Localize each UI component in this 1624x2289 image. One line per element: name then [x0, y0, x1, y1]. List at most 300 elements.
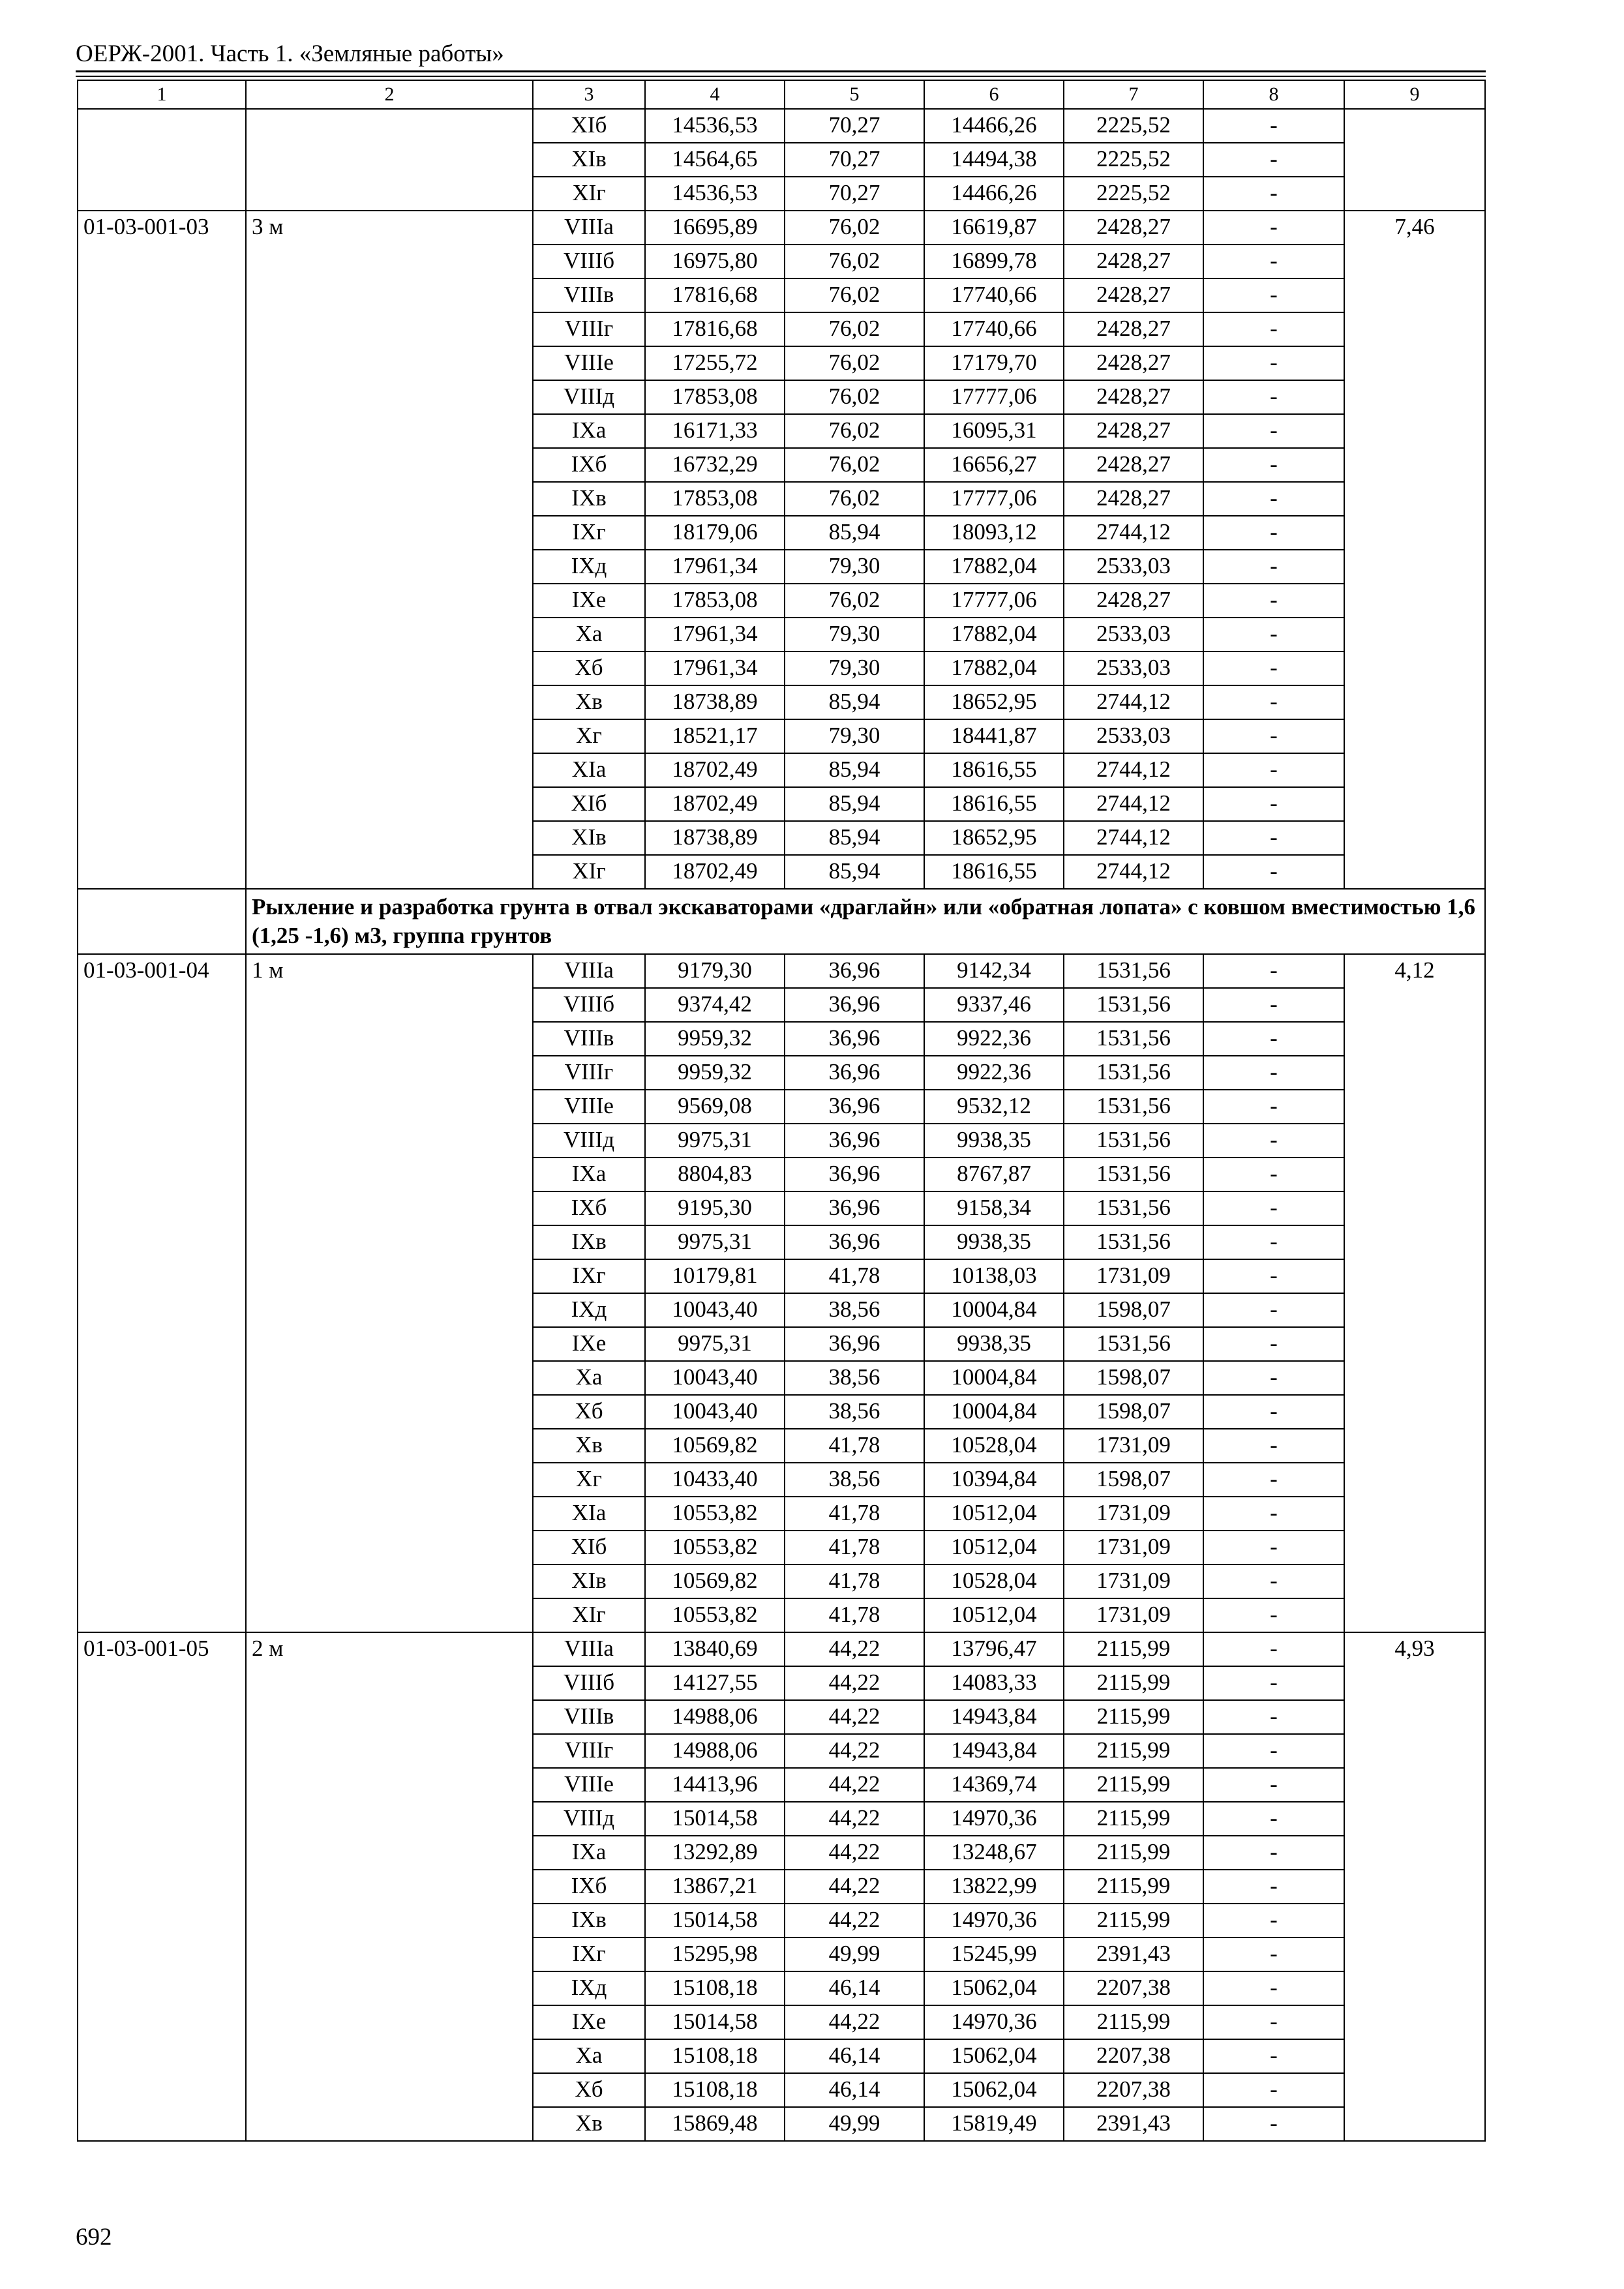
table-row [78, 109, 1485, 143]
machinist-wages: 2533,03 [1064, 618, 1203, 651]
soil-group: XIа [533, 753, 645, 787]
materials: - [1203, 1225, 1344, 1259]
machine-cost: 17740,66 [924, 278, 1064, 312]
machine-cost: 16899,78 [924, 245, 1064, 278]
wages: 36,96 [785, 1191, 924, 1225]
materials: - [1203, 651, 1344, 685]
wages: 44,22 [785, 1836, 924, 1870]
total-cost: 14127,55 [645, 1666, 785, 1700]
materials: - [1203, 380, 1344, 414]
depth-label: 2 м [246, 1632, 533, 2141]
total-cost: 15295,98 [645, 1937, 785, 1971]
machine-cost: 9938,35 [924, 1225, 1064, 1259]
soil-group: Xв [533, 2107, 645, 2141]
machine-cost: 17179,70 [924, 346, 1064, 380]
total-cost: 18702,49 [645, 787, 785, 821]
column-header: 3 [533, 80, 645, 109]
machinist-wages: 2533,03 [1064, 550, 1203, 584]
machine-cost: 18616,55 [924, 855, 1064, 889]
total-cost: 16695,89 [645, 211, 785, 245]
depth-label: 1 м [246, 954, 533, 1632]
rate-code [78, 109, 246, 211]
materials: - [1203, 312, 1344, 346]
machinist-wages: 1731,09 [1064, 1598, 1203, 1632]
soil-group: VIIIа [533, 954, 645, 988]
wages: 36,96 [785, 1327, 924, 1361]
column-header: 8 [1203, 80, 1344, 109]
materials: - [1203, 1429, 1344, 1463]
machinist-wages: 1731,09 [1064, 1564, 1203, 1598]
machinist-wages: 1731,09 [1064, 1497, 1203, 1531]
soil-group: IXв [533, 1904, 645, 1937]
machinist-wages: 2744,12 [1064, 685, 1203, 719]
wages: 85,94 [785, 516, 924, 550]
soil-group: Xа [533, 1361, 645, 1395]
soil-group: VIIIв [533, 1022, 645, 1056]
machine-cost: 16619,87 [924, 211, 1064, 245]
total-cost: 14536,53 [645, 109, 785, 143]
total-cost: 10553,82 [645, 1598, 785, 1632]
wages: 79,30 [785, 651, 924, 685]
header-rule-secondary [76, 76, 1486, 77]
materials: - [1203, 1904, 1344, 1937]
soil-group: IXа [533, 1158, 645, 1191]
wages: 44,22 [785, 1632, 924, 1666]
soil-group: Xа [533, 2039, 645, 2073]
rate-code: 01-03-001-04 [78, 954, 246, 1632]
machine-cost: 14494,38 [924, 143, 1064, 177]
machinist-wages: 2428,27 [1064, 584, 1203, 618]
machinist-wages: 2115,99 [1064, 1734, 1203, 1768]
wages: 38,56 [785, 1361, 924, 1395]
machine-cost: 17777,06 [924, 584, 1064, 618]
column-header: 1 [78, 80, 246, 109]
machine-cost: 9337,46 [924, 988, 1064, 1022]
machine-cost: 9922,36 [924, 1022, 1064, 1056]
total-cost: 13840,69 [645, 1632, 785, 1666]
column-header: 4 [645, 80, 785, 109]
wages: 36,96 [785, 1225, 924, 1259]
machine-cost: 14943,84 [924, 1700, 1064, 1734]
materials: - [1203, 1056, 1344, 1090]
soil-group: XIг [533, 177, 645, 211]
machine-cost: 14970,36 [924, 1904, 1064, 1937]
machine-cost: 17740,66 [924, 312, 1064, 346]
machine-cost: 13822,99 [924, 1870, 1064, 1904]
materials: - [1203, 1666, 1344, 1700]
materials: - [1203, 1090, 1344, 1124]
machinist-wages: 1598,07 [1064, 1293, 1203, 1327]
total-cost: 14988,06 [645, 1734, 785, 1768]
machine-cost: 18616,55 [924, 753, 1064, 787]
machine-cost: 10394,84 [924, 1463, 1064, 1497]
materials: - [1203, 954, 1344, 988]
column-header: 6 [924, 80, 1064, 109]
page-number: 692 [76, 2224, 112, 2251]
machinist-wages: 1531,56 [1064, 1158, 1203, 1191]
machinist-wages: 2115,99 [1064, 1666, 1203, 1700]
soil-group: IXе [533, 2005, 645, 2039]
machinist-wages: 2428,27 [1064, 278, 1203, 312]
machinist-wages: 2744,12 [1064, 855, 1203, 889]
materials: - [1203, 448, 1344, 482]
table-row [78, 211, 1485, 245]
wages: 79,30 [785, 550, 924, 584]
wages: 44,22 [785, 2005, 924, 2039]
machine-cost: 17777,06 [924, 380, 1064, 414]
soil-group: VIIIг [533, 1734, 645, 1768]
machinist-wages: 2533,03 [1064, 651, 1203, 685]
materials: - [1203, 787, 1344, 821]
soil-group: VIIIа [533, 1632, 645, 1666]
wages: 44,22 [785, 1904, 924, 1937]
total-cost: 16171,33 [645, 414, 785, 448]
soil-group: Xв [533, 685, 645, 719]
document-header: ОЕРЖ-2001. Часть 1. «Земляные работы» [76, 40, 504, 67]
total-cost: 13292,89 [645, 1836, 785, 1870]
machinist-wages: 2207,38 [1064, 2039, 1203, 2073]
machinist-wages: 1598,07 [1064, 1463, 1203, 1497]
machine-cost: 9922,36 [924, 1056, 1064, 1090]
soil-group: XIв [533, 821, 645, 855]
soil-group: XIб [533, 109, 645, 143]
wages: 79,30 [785, 618, 924, 651]
materials: - [1203, 143, 1344, 177]
machinist-wages: 2207,38 [1064, 1971, 1203, 2005]
soil-group: VIIIе [533, 346, 645, 380]
table-row [78, 1632, 1485, 1666]
machinist-wages: 1531,56 [1064, 1090, 1203, 1124]
materials: - [1203, 245, 1344, 278]
total-cost: 17961,34 [645, 651, 785, 685]
materials: - [1203, 584, 1344, 618]
total-cost: 15014,58 [645, 1904, 785, 1937]
soil-group: Xв [533, 1429, 645, 1463]
total-cost: 9179,30 [645, 954, 785, 988]
machinist-wages: 2115,99 [1064, 1904, 1203, 1937]
wages: 38,56 [785, 1293, 924, 1327]
wages: 76,02 [785, 448, 924, 482]
total-cost: 13867,21 [645, 1870, 785, 1904]
machinist-wages: 2428,27 [1064, 346, 1203, 380]
materials: - [1203, 618, 1344, 651]
soil-group: VIIIд [533, 1124, 645, 1158]
total-cost: 17961,34 [645, 550, 785, 584]
materials: - [1203, 1158, 1344, 1191]
wages: 44,22 [785, 1666, 924, 1700]
wages: 41,78 [785, 1497, 924, 1531]
total-cost: 16975,80 [645, 245, 785, 278]
machine-cost: 17882,04 [924, 550, 1064, 584]
machinist-wages: 2391,43 [1064, 2107, 1203, 2141]
wages: 41,78 [785, 1564, 924, 1598]
header-rule [76, 70, 1486, 72]
total-cost: 9374,42 [645, 988, 785, 1022]
labor-cost: 7,46 [1344, 211, 1485, 889]
machinist-wages: 2744,12 [1064, 821, 1203, 855]
machine-cost: 15819,49 [924, 2107, 1064, 2141]
materials: - [1203, 719, 1344, 753]
column-header-row [78, 80, 1485, 109]
machinist-wages: 1531,56 [1064, 1056, 1203, 1090]
wages: 70,27 [785, 177, 924, 211]
machinist-wages: 2115,99 [1064, 1700, 1203, 1734]
materials: - [1203, 2107, 1344, 2141]
soil-group: VIIIа [533, 211, 645, 245]
wages: 76,02 [785, 312, 924, 346]
wages: 76,02 [785, 380, 924, 414]
soil-group: Xб [533, 651, 645, 685]
machinist-wages: 1531,56 [1064, 1191, 1203, 1225]
wages: 36,96 [785, 1124, 924, 1158]
wages: 36,96 [785, 954, 924, 988]
total-cost: 18738,89 [645, 821, 785, 855]
total-cost: 15108,18 [645, 2039, 785, 2073]
total-cost: 18702,49 [645, 753, 785, 787]
materials: - [1203, 821, 1344, 855]
materials: - [1203, 1598, 1344, 1632]
materials: - [1203, 550, 1344, 584]
materials: - [1203, 482, 1344, 516]
soil-group: IXб [533, 1191, 645, 1225]
total-cost: 17853,08 [645, 482, 785, 516]
machine-cost: 10528,04 [924, 1564, 1064, 1598]
machine-cost: 16095,31 [924, 414, 1064, 448]
machine-cost: 10004,84 [924, 1361, 1064, 1395]
wages: 85,94 [785, 855, 924, 889]
soil-group: VIIIв [533, 1700, 645, 1734]
wages: 85,94 [785, 787, 924, 821]
machine-cost: 13248,67 [924, 1836, 1064, 1870]
wages: 46,14 [785, 2073, 924, 2107]
total-cost: 15014,58 [645, 2005, 785, 2039]
total-cost: 9959,32 [645, 1056, 785, 1090]
machine-cost: 14943,84 [924, 1734, 1064, 1768]
wages: 44,22 [785, 1700, 924, 1734]
soil-group: VIIIв [533, 278, 645, 312]
materials: - [1203, 346, 1344, 380]
soil-group: IXг [533, 1259, 645, 1293]
machine-cost: 10138,03 [924, 1259, 1064, 1293]
total-cost: 14413,96 [645, 1768, 785, 1802]
soil-group: VIIIд [533, 380, 645, 414]
materials: - [1203, 177, 1344, 211]
materials: - [1203, 1836, 1344, 1870]
wages: 70,27 [785, 143, 924, 177]
machine-cost: 15062,04 [924, 2039, 1064, 2073]
section-title: Рыхление и разработка грунта в отвал экскаваторами «драглайн» или «обратная лопата» с ковшом вместимостью 1,6 (1,25 -1,6) м3, группа грунтов [246, 889, 1485, 954]
machinist-wages: 2428,27 [1064, 380, 1203, 414]
soil-group: IXб [533, 1870, 645, 1904]
wages: 41,78 [785, 1259, 924, 1293]
machinist-wages: 2115,99 [1064, 1768, 1203, 1802]
wages: 76,02 [785, 278, 924, 312]
total-cost: 15869,48 [645, 2107, 785, 2141]
wages: 76,02 [785, 414, 924, 448]
soil-group: VIIIг [533, 312, 645, 346]
materials: - [1203, 1937, 1344, 1971]
machine-cost: 14466,26 [924, 109, 1064, 143]
soil-group: IXг [533, 1937, 645, 1971]
materials: - [1203, 1531, 1344, 1564]
table-row [78, 954, 1485, 988]
wages: 44,22 [785, 1734, 924, 1768]
soil-group: Xб [533, 1395, 645, 1429]
machinist-wages: 2428,27 [1064, 312, 1203, 346]
machinist-wages: 1531,56 [1064, 1022, 1203, 1056]
machinist-wages: 1731,09 [1064, 1429, 1203, 1463]
materials: - [1203, 516, 1344, 550]
materials: - [1203, 685, 1344, 719]
labor-cost [1344, 109, 1485, 211]
machine-cost: 18441,87 [924, 719, 1064, 753]
machinist-wages: 1731,09 [1064, 1259, 1203, 1293]
machinist-wages: 1531,56 [1064, 1225, 1203, 1259]
soil-group: IXд [533, 550, 645, 584]
wages: 70,27 [785, 109, 924, 143]
soil-group: VIIIб [533, 245, 645, 278]
machine-cost: 15062,04 [924, 2073, 1064, 2107]
materials: - [1203, 2039, 1344, 2073]
price-table [77, 80, 1486, 2142]
materials: - [1203, 1191, 1344, 1225]
total-cost: 9959,32 [645, 1022, 785, 1056]
machine-cost: 9532,12 [924, 1090, 1064, 1124]
materials: - [1203, 109, 1344, 143]
wages: 85,94 [785, 821, 924, 855]
soil-group: XIб [533, 787, 645, 821]
depth-label [246, 109, 533, 211]
total-cost: 10433,40 [645, 1463, 785, 1497]
soil-group: Xг [533, 1463, 645, 1497]
machinist-wages: 2225,52 [1064, 109, 1203, 143]
materials: - [1203, 1632, 1344, 1666]
total-cost: 14988,06 [645, 1700, 785, 1734]
total-cost: 10569,82 [645, 1429, 785, 1463]
total-cost: 16732,29 [645, 448, 785, 482]
wages: 79,30 [785, 719, 924, 753]
total-cost: 17816,68 [645, 278, 785, 312]
soil-group: XIа [533, 1497, 645, 1531]
soil-group: IXб [533, 448, 645, 482]
machine-cost: 10528,04 [924, 1429, 1064, 1463]
machinist-wages: 2428,27 [1064, 482, 1203, 516]
materials: - [1203, 1361, 1344, 1395]
machine-cost: 9938,35 [924, 1327, 1064, 1361]
machine-cost: 18652,95 [924, 821, 1064, 855]
soil-group: IXа [533, 1836, 645, 1870]
wages: 76,02 [785, 482, 924, 516]
soil-group: VIIIе [533, 1768, 645, 1802]
total-cost: 9975,31 [645, 1327, 785, 1361]
total-cost: 9975,31 [645, 1225, 785, 1259]
total-cost: 18179,06 [645, 516, 785, 550]
materials: - [1203, 414, 1344, 448]
total-cost: 9569,08 [645, 1090, 785, 1124]
wages: 85,94 [785, 685, 924, 719]
machine-cost: 10004,84 [924, 1293, 1064, 1327]
materials: - [1203, 1395, 1344, 1429]
wages: 38,56 [785, 1463, 924, 1497]
machinist-wages: 2115,99 [1064, 1632, 1203, 1666]
soil-group: XIг [533, 855, 645, 889]
soil-group: IXд [533, 1293, 645, 1327]
machine-cost: 9158,34 [924, 1191, 1064, 1225]
machine-cost: 9938,35 [924, 1124, 1064, 1158]
wages: 44,22 [785, 1802, 924, 1836]
machine-cost: 15245,99 [924, 1937, 1064, 1971]
machinist-wages: 2744,12 [1064, 516, 1203, 550]
wages: 76,02 [785, 346, 924, 380]
wages: 36,96 [785, 1090, 924, 1124]
machinist-wages: 2428,27 [1064, 245, 1203, 278]
machine-cost: 18652,95 [924, 685, 1064, 719]
total-cost: 17255,72 [645, 346, 785, 380]
total-cost: 18521,17 [645, 719, 785, 753]
soil-group: VIIIб [533, 1666, 645, 1700]
total-cost: 17853,08 [645, 584, 785, 618]
depth-label: 3 м [246, 211, 533, 889]
total-cost: 9195,30 [645, 1191, 785, 1225]
materials: - [1203, 2073, 1344, 2107]
rate-code: 01-03-001-05 [78, 1632, 246, 2141]
soil-group: Xа [533, 618, 645, 651]
wages: 36,96 [785, 1022, 924, 1056]
wages: 46,14 [785, 2039, 924, 2073]
total-cost: 15108,18 [645, 2073, 785, 2107]
soil-group: XIб [533, 1531, 645, 1564]
machinist-wages: 2391,43 [1064, 1937, 1203, 1971]
soil-group: IXе [533, 1327, 645, 1361]
total-cost: 14564,65 [645, 143, 785, 177]
soil-group: VIIIб [533, 988, 645, 1022]
rate-code: 01-03-001-03 [78, 211, 246, 889]
machinist-wages: 2225,52 [1064, 143, 1203, 177]
materials: - [1203, 1870, 1344, 1904]
materials: - [1203, 1802, 1344, 1836]
wages: 76,02 [785, 245, 924, 278]
machinist-wages: 2225,52 [1064, 177, 1203, 211]
column-header: 5 [785, 80, 924, 109]
total-cost: 18738,89 [645, 685, 785, 719]
total-cost: 8804,83 [645, 1158, 785, 1191]
column-header: 9 [1344, 80, 1485, 109]
wages: 36,96 [785, 988, 924, 1022]
machine-cost: 17882,04 [924, 651, 1064, 685]
machinist-wages: 1531,56 [1064, 988, 1203, 1022]
machine-cost: 17882,04 [924, 618, 1064, 651]
soil-group: IXд [533, 1971, 645, 2005]
materials: - [1203, 1700, 1344, 1734]
machinist-wages: 2428,27 [1064, 414, 1203, 448]
materials: - [1203, 1734, 1344, 1768]
machinist-wages: 2428,27 [1064, 448, 1203, 482]
machine-cost: 18093,12 [924, 516, 1064, 550]
wages: 46,14 [785, 1971, 924, 2005]
machine-cost: 15062,04 [924, 1971, 1064, 2005]
wages: 36,96 [785, 1056, 924, 1090]
wages: 76,02 [785, 584, 924, 618]
machine-cost: 10512,04 [924, 1497, 1064, 1531]
machine-cost: 10512,04 [924, 1598, 1064, 1632]
machinist-wages: 2428,27 [1064, 211, 1203, 245]
materials: - [1203, 1327, 1344, 1361]
wages: 49,99 [785, 1937, 924, 1971]
total-cost: 17816,68 [645, 312, 785, 346]
total-cost: 17961,34 [645, 618, 785, 651]
machinist-wages: 1531,56 [1064, 954, 1203, 988]
machinist-wages: 2744,12 [1064, 753, 1203, 787]
